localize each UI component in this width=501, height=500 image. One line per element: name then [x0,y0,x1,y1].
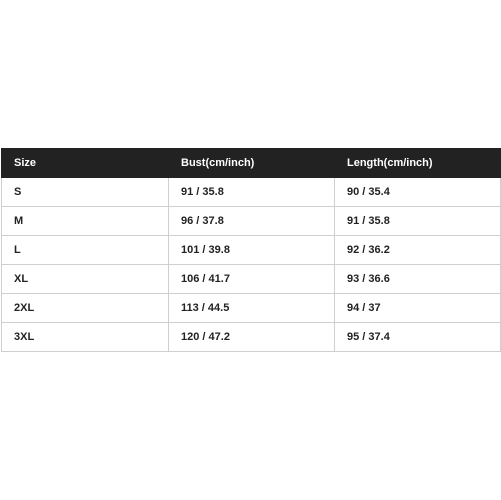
table-row [2,265,501,294]
cell-bust: 96 / 37.8 [169,207,335,236]
cell-bust: 101 / 39.8 [169,236,335,265]
cell-size: 3XL [2,323,169,352]
header-size: Size [2,149,169,178]
cell-size: L [2,236,169,265]
cell-size: M [2,207,169,236]
table-row [2,207,501,236]
cell-length: 92 / 36.2 [335,236,501,265]
header-length: Length(cm/inch) [335,149,501,178]
cell-size: S [2,178,169,207]
cell-length: 90 / 35.4 [335,178,501,207]
cell-length: 94 / 37 [335,294,501,323]
cell-bust: 91 / 35.8 [169,178,335,207]
table-row [2,323,501,352]
cell-bust: 106 / 41.7 [169,265,335,294]
table-row [2,178,501,207]
table-row [2,236,501,265]
cell-length: 91 / 35.8 [335,207,501,236]
header-row [2,149,501,178]
table-header [2,149,501,178]
cell-bust: 113 / 44.5 [169,294,335,323]
cell-bust: 120 / 47.2 [169,323,335,352]
cell-length: 95 / 37.4 [335,323,501,352]
table-row [2,294,501,323]
cell-size: 2XL [2,294,169,323]
size-chart-table [1,148,501,352]
table-body [2,178,501,352]
cell-size: XL [2,265,169,294]
cell-length: 93 / 36.6 [335,265,501,294]
header-bust: Bust(cm/inch) [169,149,335,178]
